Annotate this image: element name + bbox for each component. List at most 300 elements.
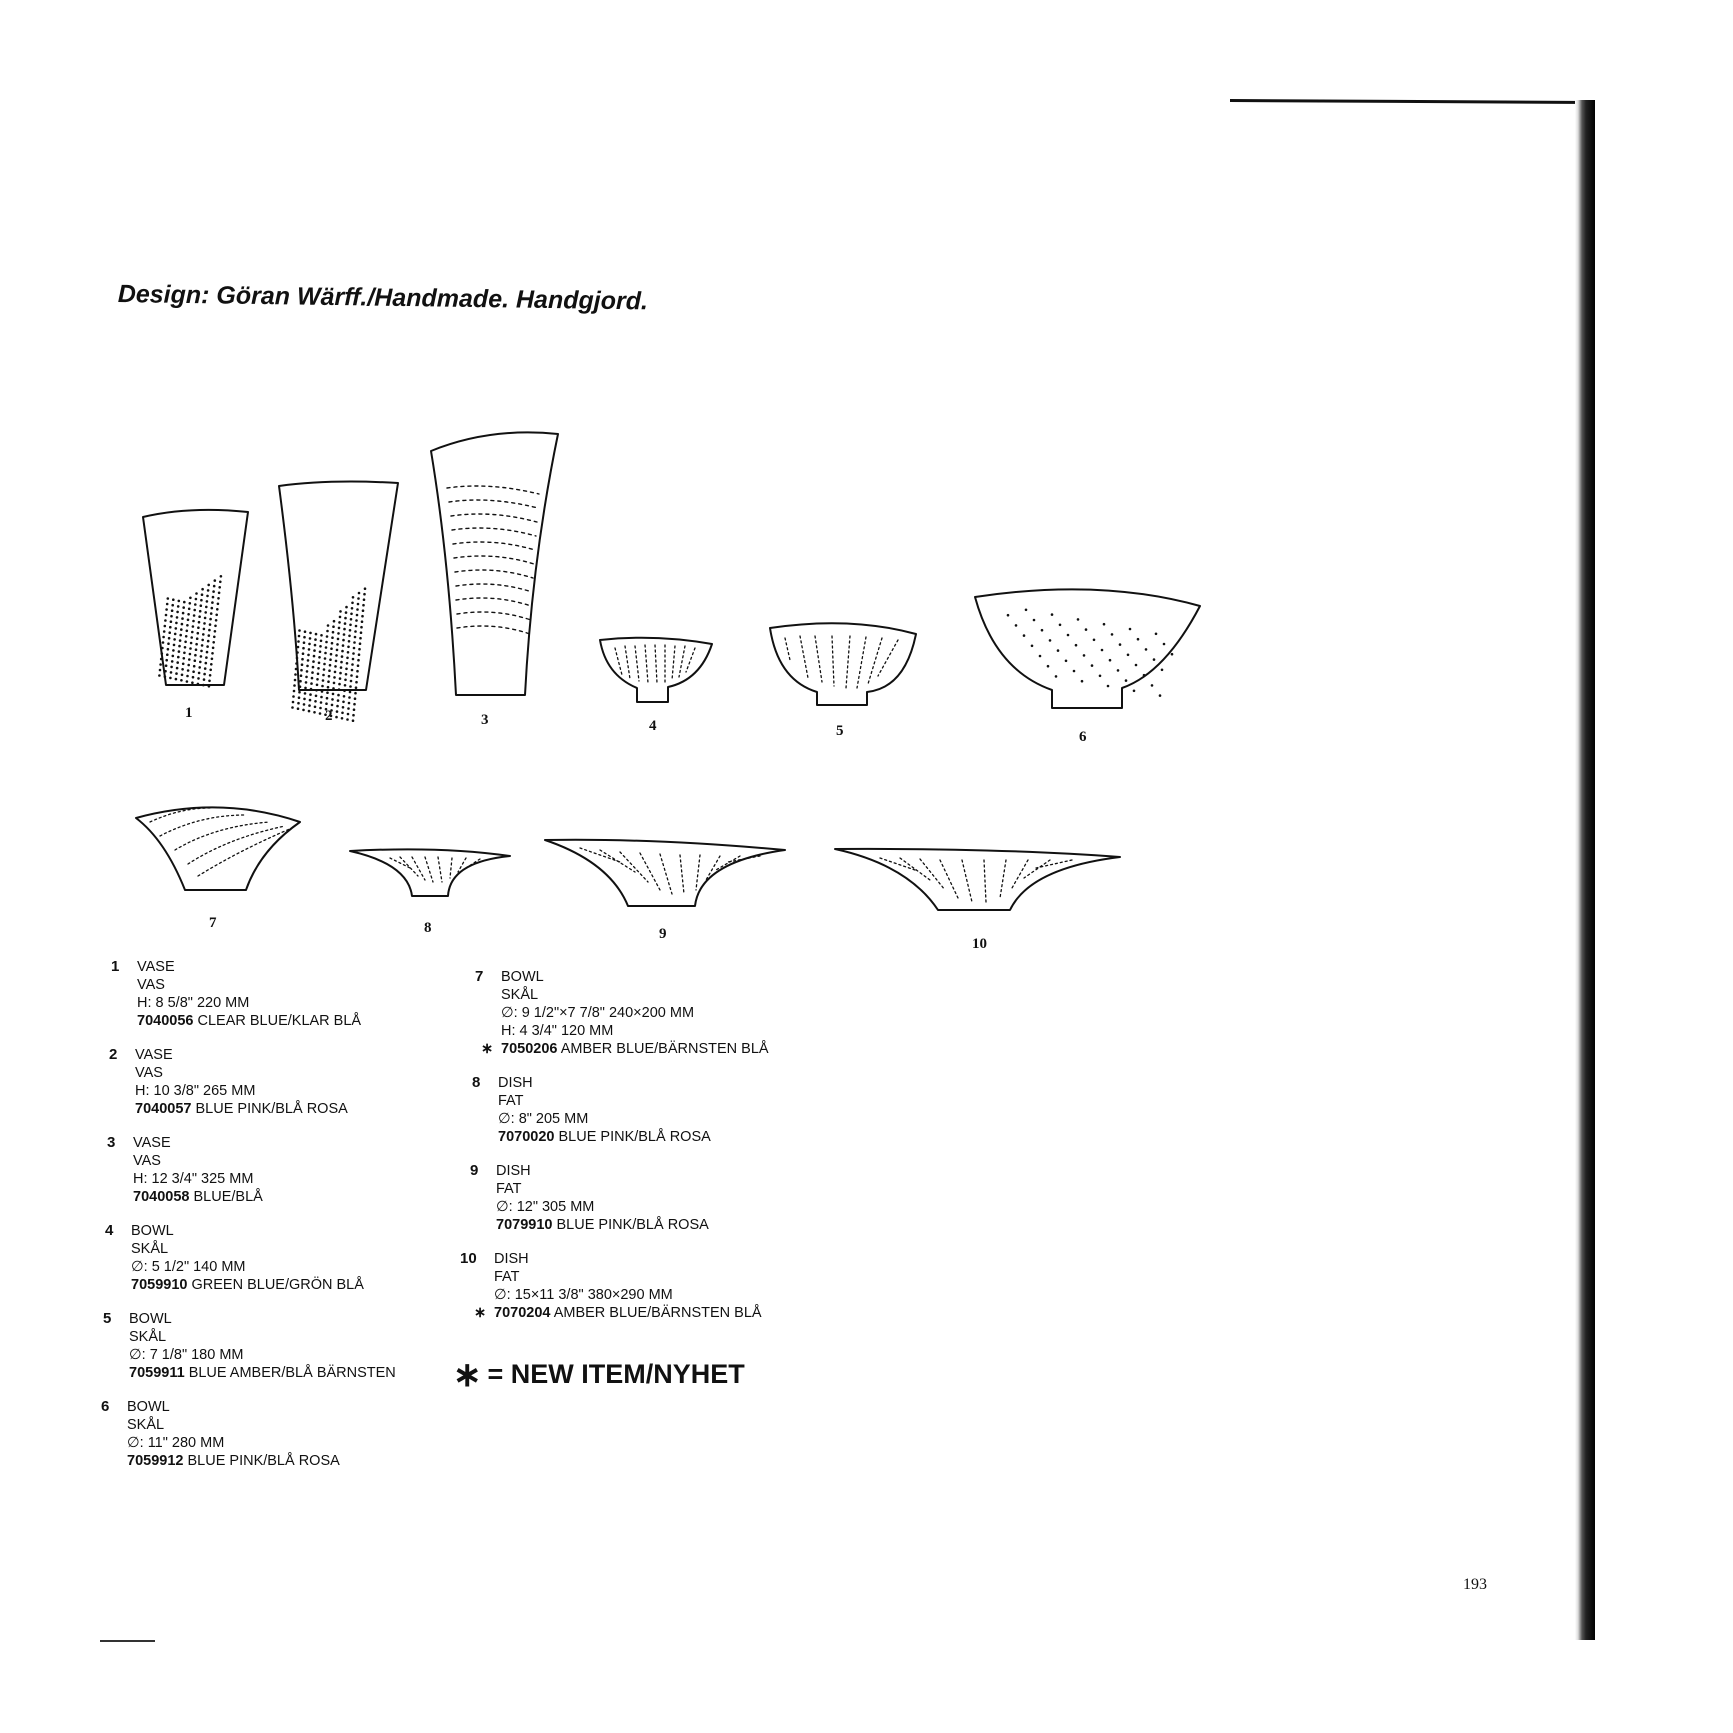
pattern-dot (316, 684, 319, 687)
pattern-dot (1163, 643, 1166, 646)
pattern-dot (346, 718, 349, 721)
pattern-dot (166, 603, 169, 606)
pattern-dot (297, 640, 300, 643)
pattern-dot (195, 648, 198, 651)
pattern-dot (356, 675, 359, 678)
pattern-dot (1039, 655, 1042, 658)
item-article (481, 1040, 769, 1058)
pattern-dot (293, 690, 296, 693)
pattern-dot (186, 624, 189, 627)
item-code: 7059911 (129, 1365, 185, 1381)
pattern-dot (1133, 690, 1136, 693)
pattern-dot (297, 702, 300, 705)
pattern-dot (202, 684, 205, 687)
pattern-dot (296, 657, 299, 660)
illustration-dish-9 (545, 840, 785, 906)
pattern-dot (348, 640, 351, 643)
dot-pattern-6 (1007, 609, 1174, 697)
pattern-dot (320, 696, 323, 699)
pattern-dot (192, 670, 195, 673)
item-number: 5 (103, 1310, 112, 1327)
pattern-dot (218, 586, 221, 589)
pattern-dot (330, 653, 333, 656)
pattern-dot (345, 611, 348, 614)
pattern-dot (301, 658, 304, 661)
pattern-dot (303, 698, 306, 701)
pattern-dot (363, 598, 366, 601)
item-color: BLUE/BLÅ (193, 1189, 263, 1205)
pattern-dot (299, 680, 302, 683)
pattern-dot (1145, 648, 1148, 651)
pattern-dot (200, 604, 203, 607)
pattern-dot (209, 618, 212, 621)
item-name-swedish: FAT (494, 1269, 520, 1285)
item-name: BOWL (131, 1223, 174, 1239)
pattern-dot (212, 596, 215, 599)
pattern-dot (184, 641, 187, 644)
pattern-dot (169, 677, 172, 680)
pattern-dot (1107, 685, 1110, 688)
pattern-dot (175, 672, 178, 675)
pattern-dot (181, 617, 184, 620)
pattern-dot (354, 692, 357, 695)
pattern-dot (216, 608, 219, 611)
pattern-dot (295, 668, 298, 671)
pattern-dot (357, 603, 360, 606)
item-name: BOWL (127, 1399, 170, 1415)
pattern-dot (292, 695, 295, 698)
pattern-dot (317, 673, 320, 676)
pattern-dot (161, 647, 164, 650)
pattern-dot (165, 664, 168, 667)
new-item-star: ∗ (481, 1041, 494, 1057)
item-name-swedish: FAT (496, 1181, 522, 1197)
page-number: 193 (1463, 1576, 1487, 1593)
figure-number-9: 9 (659, 926, 667, 942)
pattern-dot (348, 696, 351, 699)
pattern-dot (180, 679, 183, 682)
pattern-dot (349, 685, 352, 688)
pattern-dot (298, 629, 301, 632)
pattern-dot (1109, 659, 1112, 662)
pattern-dot (165, 659, 168, 662)
pattern-dot (312, 666, 315, 669)
pattern-dot (360, 631, 363, 634)
pattern-dot (352, 714, 355, 717)
pattern-dot (206, 651, 209, 654)
page-title: Design: Göran Wärff./Handmade. Handgjord. (117, 280, 649, 316)
pattern-dot (214, 579, 217, 582)
pattern-dot (1023, 634, 1026, 637)
item-10 (460, 1250, 762, 1322)
pattern-dot (339, 677, 342, 680)
pattern-dot (175, 627, 178, 630)
pattern-dot (357, 659, 360, 662)
pattern-dot (172, 649, 175, 652)
pattern-dot (177, 605, 180, 608)
pattern-dot (1155, 633, 1158, 636)
pattern-dot (212, 590, 215, 593)
dot-pattern-2 (291, 587, 366, 722)
pattern-dot (181, 668, 184, 671)
item-number: 9 (470, 1162, 479, 1179)
new-item-star: ∗ (474, 1305, 487, 1321)
pattern-dot (298, 635, 301, 638)
pattern-dot (213, 585, 216, 588)
pattern-dot (185, 635, 188, 638)
pattern-dot (1159, 694, 1162, 697)
pattern-dot (178, 645, 181, 648)
pattern-dot (354, 697, 357, 700)
pattern-dot (195, 643, 198, 646)
item-name: BOWL (129, 1311, 172, 1327)
pattern-dot (1101, 649, 1104, 652)
pattern-dot (163, 630, 166, 633)
pattern-dot (297, 646, 300, 649)
pattern-dot (187, 669, 190, 672)
item-name-swedish: SKÅL (127, 1417, 165, 1433)
pattern-dot (330, 647, 333, 650)
pattern-dot (214, 625, 217, 628)
pattern-dot (358, 648, 361, 651)
pattern-dot (346, 662, 349, 665)
item-6 (101, 1398, 340, 1470)
pattern-dot (1099, 675, 1102, 678)
pattern-dot (343, 633, 346, 636)
pattern-dot (333, 676, 336, 679)
pattern-dot (294, 679, 297, 682)
pattern-dot (308, 710, 311, 713)
illustration-bowl-4 (600, 638, 712, 702)
pattern-dot (203, 622, 206, 625)
pattern-dot (355, 681, 358, 684)
illustration-vase-2 (279, 482, 398, 722)
pattern-dot (328, 669, 331, 672)
pattern-dot (343, 690, 346, 693)
pattern-dot (159, 669, 162, 672)
pattern-dot (348, 635, 351, 638)
pattern-dot (1077, 618, 1080, 621)
item-dimensions: ∅: 5 1/2" 140 MM (131, 1259, 246, 1275)
item-name: VASE (135, 1047, 173, 1063)
pattern-dot (335, 654, 338, 657)
pattern-dot (306, 670, 309, 673)
pattern-dot (359, 642, 362, 645)
pattern-dot (340, 661, 343, 664)
pattern-dot (357, 597, 360, 600)
pattern-dot (326, 630, 329, 633)
item-name-swedish: SKÅL (501, 987, 539, 1003)
pattern-dot (207, 584, 210, 587)
pattern-dot (206, 645, 209, 648)
pattern-dot (1111, 633, 1114, 636)
pattern-dot (341, 712, 344, 715)
pattern-dot (343, 695, 346, 698)
illustration-bowl-6 (975, 589, 1200, 708)
pattern-dot (219, 581, 222, 584)
pattern-dot (296, 651, 299, 654)
figure-number-1: 1 (185, 705, 193, 721)
pattern-dot (318, 656, 321, 659)
pattern-dot (176, 661, 179, 664)
item-name: DISH (496, 1163, 531, 1179)
pattern-dot (356, 614, 359, 617)
pattern-dot (319, 651, 322, 654)
pattern-dot (182, 612, 185, 615)
pattern-dot (1031, 645, 1034, 648)
pattern-dot (319, 707, 322, 710)
pattern-dot (332, 625, 335, 628)
pattern-dot (302, 709, 305, 712)
pattern-dot (309, 637, 312, 640)
pattern-dot (314, 644, 317, 647)
pattern-dot (183, 601, 186, 604)
pattern-dot (312, 660, 315, 663)
item-height: H: 4 3/4" 120 MM (501, 1023, 614, 1039)
pattern-dot (1119, 643, 1122, 646)
pattern-dot (1153, 658, 1156, 661)
pattern-dot (199, 661, 202, 664)
pattern-dot (1081, 680, 1084, 683)
figure-number-3: 3 (481, 712, 489, 728)
pattern-dot (301, 663, 304, 666)
pattern-dot (310, 682, 313, 685)
pattern-dot (363, 593, 366, 596)
pattern-dot (1171, 653, 1174, 656)
pattern-dot (164, 670, 167, 673)
pattern-dot (319, 645, 322, 648)
illustration-bowl-7 (136, 807, 300, 890)
dot-pattern-1 (158, 575, 222, 688)
pattern-dot (313, 711, 316, 714)
pattern-dot (182, 663, 185, 666)
pattern-dot (361, 620, 364, 623)
pattern-dot (351, 602, 354, 605)
pattern-dot (209, 669, 212, 672)
pattern-dot (332, 687, 335, 690)
item-color: BLUE PINK/BLÅ ROSA (187, 1453, 340, 1469)
pattern-dot (339, 672, 342, 675)
pattern-dot (192, 676, 195, 679)
item-dimensions: H: 12 3/4" 325 MM (133, 1171, 254, 1187)
figure-number-7: 7 (209, 915, 217, 931)
pattern-dot (194, 603, 197, 606)
item-article (498, 1128, 711, 1146)
item-3 (107, 1134, 263, 1206)
pattern-dot (309, 632, 312, 635)
item-color: AMBER BLUE/BÄRNSTEN BLÅ (553, 1305, 762, 1321)
item-dimensions: ∅: 12" 305 MM (496, 1199, 595, 1215)
pattern-dot (164, 625, 167, 628)
pattern-dot (1015, 624, 1018, 627)
pattern-dot (164, 675, 167, 678)
pattern-dot (1085, 628, 1088, 631)
pattern-dot (179, 634, 182, 637)
pattern-dot (168, 631, 171, 634)
pattern-dot (1075, 644, 1078, 647)
pattern-dot (338, 688, 341, 691)
pattern-dot (306, 665, 309, 668)
pattern-dot (304, 692, 307, 695)
pattern-dot (1137, 638, 1140, 641)
pattern-dot (187, 664, 190, 667)
pattern-dot (304, 630, 307, 633)
pattern-dot (214, 630, 217, 633)
item-article (127, 1452, 340, 1470)
pattern-dot (191, 631, 194, 634)
pattern-dot (326, 697, 329, 700)
pattern-dot (294, 673, 297, 676)
pattern-dot (309, 699, 312, 702)
pattern-dot (1127, 654, 1130, 657)
pattern-dot (203, 673, 206, 676)
pattern-dot (322, 674, 325, 677)
pattern-dot (307, 654, 310, 657)
pattern-dot (1117, 669, 1120, 672)
pattern-dot (211, 601, 214, 604)
pattern-dot (189, 597, 192, 600)
pattern-dot (332, 693, 335, 696)
pattern-dot (323, 663, 326, 666)
pattern-dot (170, 671, 173, 674)
pattern-dot (1103, 623, 1106, 626)
pattern-dot (360, 626, 363, 629)
pattern-dot (1047, 665, 1050, 668)
pattern-dot (181, 674, 184, 677)
pattern-dot (320, 640, 323, 643)
pattern-dot (338, 627, 341, 630)
pattern-dot (355, 686, 358, 689)
pattern-dot (212, 647, 215, 650)
pattern-dot (307, 659, 310, 662)
item-number: 8 (472, 1074, 481, 1091)
pattern-dot (1033, 619, 1036, 622)
pattern-dot (308, 643, 311, 646)
item-color: CLEAR BLUE/KLAR BLÅ (197, 1013, 362, 1029)
pattern-dot (203, 678, 206, 681)
pattern-dot (174, 633, 177, 636)
pattern-dot (205, 606, 208, 609)
pattern-dot (314, 700, 317, 703)
pattern-dot (1065, 660, 1068, 663)
pattern-dot (328, 675, 331, 678)
pattern-dot (1129, 628, 1132, 631)
pattern-dot (345, 668, 348, 671)
pattern-dot (162, 641, 165, 644)
pattern-dot (309, 693, 312, 696)
pattern-dot (322, 679, 325, 682)
item-dimensions: ∅: 11" 280 MM (127, 1435, 225, 1451)
item-name-swedish: VAS (137, 977, 165, 993)
pattern-dot (291, 706, 294, 709)
pattern-dot (217, 597, 220, 600)
pattern-dot (359, 637, 362, 640)
new-item-legend (453, 1355, 745, 1395)
pattern-dot (352, 596, 355, 599)
item-dimensions: ∅: 15×11 3/8" 380×290 MM (494, 1287, 673, 1303)
pattern-dot (302, 647, 305, 650)
pattern-dot (332, 631, 335, 634)
pattern-dot (358, 653, 361, 656)
pattern-dot (320, 701, 323, 704)
item-number: 2 (109, 1046, 118, 1063)
pattern-dot (346, 657, 349, 660)
pattern-dot (313, 649, 316, 652)
pattern-dot (354, 636, 357, 639)
item-color: GREEN BLUE/GRÖN BLÅ (191, 1277, 364, 1293)
pattern-dot (325, 646, 328, 649)
pattern-dot (310, 688, 313, 691)
pattern-dot (342, 701, 345, 704)
pattern-dot (303, 636, 306, 639)
pattern-dot (337, 694, 340, 697)
pattern-dot (342, 706, 345, 709)
pattern-dot (193, 614, 196, 617)
pattern-dot (184, 646, 187, 649)
pattern-dot (176, 616, 179, 619)
pattern-dot (1091, 664, 1094, 667)
pattern-dot (167, 642, 170, 645)
pattern-dot (315, 695, 318, 698)
pattern-dot (303, 641, 306, 644)
pattern-dot (336, 643, 339, 646)
pattern-dot (160, 658, 163, 661)
pattern-dot (344, 679, 347, 682)
pattern-dot (351, 607, 354, 610)
pattern-dot (193, 609, 196, 612)
pattern-dot (210, 612, 213, 615)
pattern-dot (335, 660, 338, 663)
pattern-dot (166, 653, 169, 656)
pattern-dot (351, 669, 354, 672)
pattern-dot (173, 638, 176, 641)
pattern-dot (176, 667, 179, 670)
pattern-dot (333, 682, 336, 685)
pattern-dot (292, 701, 295, 704)
pattern-dot (1125, 679, 1128, 682)
pattern-dot (347, 707, 350, 710)
pattern-dot (1093, 639, 1096, 642)
pattern-dot (358, 592, 361, 595)
figure-number-5: 5 (836, 723, 844, 739)
pattern-dot (361, 615, 364, 618)
pattern-dot (217, 603, 220, 606)
item-number: 3 (107, 1134, 116, 1151)
pattern-dot (188, 658, 191, 661)
pattern-dot (364, 587, 367, 590)
pattern-dot (212, 641, 215, 644)
pattern-dot (176, 611, 179, 614)
pattern-dot (324, 657, 327, 660)
pattern-dot (298, 691, 301, 694)
pattern-dot (331, 636, 334, 639)
pattern-dot (200, 650, 203, 653)
pattern-dot (169, 626, 172, 629)
pattern-dot (324, 652, 327, 655)
pattern-dot (171, 660, 174, 663)
pattern-dot (189, 647, 192, 650)
pattern-dot (192, 620, 195, 623)
figure-number-2: 2 (325, 708, 333, 724)
pattern-dot (299, 685, 302, 688)
pattern-dot (318, 662, 321, 665)
pattern-dot (331, 642, 334, 645)
pattern-dot (198, 666, 201, 669)
pattern-dot (175, 678, 178, 681)
figure-number-4: 4 (649, 718, 657, 734)
pattern-dot (335, 716, 338, 719)
pattern-dot (308, 704, 311, 707)
